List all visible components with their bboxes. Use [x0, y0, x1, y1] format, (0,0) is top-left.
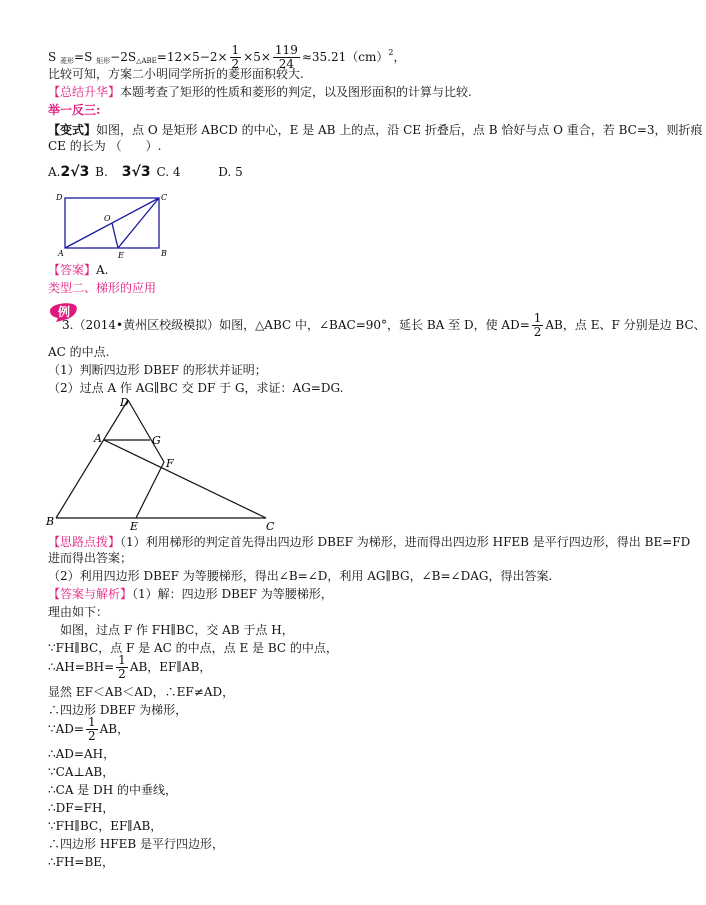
- denominator: 2: [118, 667, 126, 681]
- label-e: E: [118, 251, 124, 260]
- triangle-figure: [42, 392, 282, 532]
- variant-line-2: CE 的长为 （ ）.: [48, 139, 162, 153]
- side-bd: [56, 400, 128, 518]
- formula-text: ×5×: [243, 50, 271, 64]
- segment-oe: [112, 223, 118, 248]
- solution-step: ∴CA 是 DH 的中垂线，: [48, 783, 178, 797]
- label-b: B: [161, 249, 167, 258]
- formula-text: =S: [74, 50, 97, 64]
- formula-sub: 菱形: [60, 57, 75, 65]
- crease-ce: [118, 198, 159, 248]
- formula-text: =12×5−2×: [156, 50, 228, 64]
- denominator: 2: [231, 57, 240, 71]
- solution-step: ∴四边形 DBEF 为梯形，: [48, 703, 188, 717]
- hint-line-3: （2）利用四边形 DBEF 为等腰梯形，得出∠B=∠D，利用 AG∥BG，∠B=∠DAG，得出答案.: [48, 569, 553, 583]
- summary-text: 本题考查了矩形的性质和菱形的判定，以及图形面积的计算与比较.: [120, 85, 472, 99]
- side-ac: [104, 440, 266, 518]
- segment-df: [128, 400, 164, 462]
- variant-tag: 【变式】: [48, 123, 97, 137]
- question-text: AB，点 E、F 分别是边 BC、: [545, 318, 706, 332]
- label-o: O: [104, 214, 111, 223]
- step-text: AB，: [99, 722, 130, 736]
- segment-fe: [136, 462, 164, 518]
- formula-sub: △ABE: [136, 57, 157, 65]
- solution-tag: 【答案与解析】: [48, 587, 133, 601]
- hint-tag: 【思路点拨】: [48, 535, 121, 549]
- option-d: D. 5: [218, 165, 243, 179]
- comparison-line: 比较可知，方案二小明同学所折的菱形面积较大.: [48, 67, 304, 81]
- answer-text: A.: [96, 263, 109, 277]
- solution-step: 如图，过点 F 作 FH∥BC，交 AB 于点 H，: [48, 623, 294, 637]
- solution-step: ∵FH∥BC，点 F 是 AC 的中点，点 E 是 BC 的中点，: [48, 641, 338, 655]
- solution-step: 理由如下：: [48, 605, 109, 619]
- badge-text: 例: [58, 305, 71, 319]
- solution-step: [48, 652, 211, 682]
- step-text: ∵AD=: [48, 722, 84, 736]
- formula-text: ，: [393, 50, 406, 64]
- numerator: 1: [231, 43, 240, 57]
- hint-line-2: 进而得出答案；: [48, 551, 133, 565]
- label-c: C: [266, 520, 275, 533]
- fraction: [116, 654, 128, 681]
- solution-step: 显然 EF＜AB＜AD，∴EF≠AD，: [48, 685, 235, 699]
- denominator: 24: [278, 57, 295, 71]
- label-a: A: [58, 249, 64, 258]
- answer-tag: 【答案】: [48, 263, 97, 277]
- solution-text: （1）解：四边形 DBEF 为等腰梯形，: [132, 587, 333, 601]
- question-3-part-1: （1）判断四边形 DBEF 的形状并证明；: [48, 363, 267, 377]
- formula-text: −2S: [110, 50, 137, 64]
- solution-step: ∵CA⊥AB，: [48, 765, 115, 779]
- hint-line: [48, 534, 690, 550]
- hint-text: （1）利用梯形的判定首先得出四边形 DBEF 为梯形，进而得出四边形 HFEB 是平行四边形，得出 BE=FD: [120, 535, 691, 549]
- label-c: C: [161, 193, 168, 202]
- label-e: E: [130, 520, 139, 533]
- solution-step: ∴FH=BE，: [48, 855, 115, 869]
- numerator: 1: [533, 311, 542, 325]
- solution-step: ∴四边形 HFEB 是平行四边形，: [48, 837, 224, 851]
- option-a-label: A.: [48, 165, 61, 179]
- label-b: B: [46, 515, 55, 528]
- fraction: [86, 716, 98, 743]
- label-a: A: [94, 432, 102, 445]
- option-b-label: B.: [95, 165, 108, 179]
- option-c: C. 4: [156, 165, 181, 179]
- section-type2: 类型二、梯形的应用: [48, 281, 157, 295]
- variant-text: 如图，点 O 是矩形 ABCD 的中心，E 是 AB 上的点，沿 CE 折叠后，点 B 恰好与点 O 重合，若 BC=3，则折痕: [96, 123, 703, 137]
- label-f: F: [166, 457, 174, 470]
- option-a-value: 2√3: [60, 164, 90, 180]
- label-g: G: [152, 434, 161, 447]
- summary-line: [48, 84, 472, 100]
- variant-line: [48, 122, 703, 138]
- question-3-line-2: AC 的中点.: [48, 345, 110, 359]
- solution-step: [48, 714, 129, 744]
- question-3-line: [62, 310, 706, 340]
- denominator: 2: [87, 729, 96, 743]
- fraction: [532, 312, 544, 339]
- formula-sub: 矩形: [96, 57, 111, 65]
- solution-step: ∴DF=FH，: [48, 801, 115, 815]
- rectangle-figure: [52, 190, 172, 262]
- formula-text: ≈35.21（cm）: [301, 50, 389, 64]
- denominator: 2: [533, 325, 542, 339]
- question-text: 3.（2014•黄州区校级模拟）如图，△ABC 中，∠BAC=90°，延长 BA 至 D，使 AD=: [62, 318, 530, 332]
- label-d: D: [56, 193, 63, 202]
- options-line: [48, 164, 243, 180]
- summary-tag: 【总结升华】: [48, 85, 121, 99]
- practice-heading: 举一反三:: [48, 103, 101, 117]
- question-3-part-2: （2）过点 A 作 AG∥BC 交 DF 于 G，求证：AG=DG.: [48, 381, 344, 395]
- label-d: D: [120, 396, 129, 409]
- solution-step: ∵FH∥BC，EF∥AB，: [48, 819, 163, 833]
- numerator: 1: [118, 653, 126, 667]
- numerator: 119: [274, 43, 298, 57]
- numerator: 1: [87, 715, 96, 729]
- answer-line: [48, 262, 109, 278]
- formula-sup: 2: [388, 48, 394, 57]
- solution-line: [48, 586, 333, 602]
- step-text: ∴AH=BH=: [48, 660, 115, 674]
- solution-step: ∴AD=AH，: [48, 747, 116, 761]
- formula-text: S: [48, 50, 61, 64]
- step-text: AB，EF∥AB，: [129, 660, 212, 674]
- option-b-value: 3√3: [121, 164, 151, 180]
